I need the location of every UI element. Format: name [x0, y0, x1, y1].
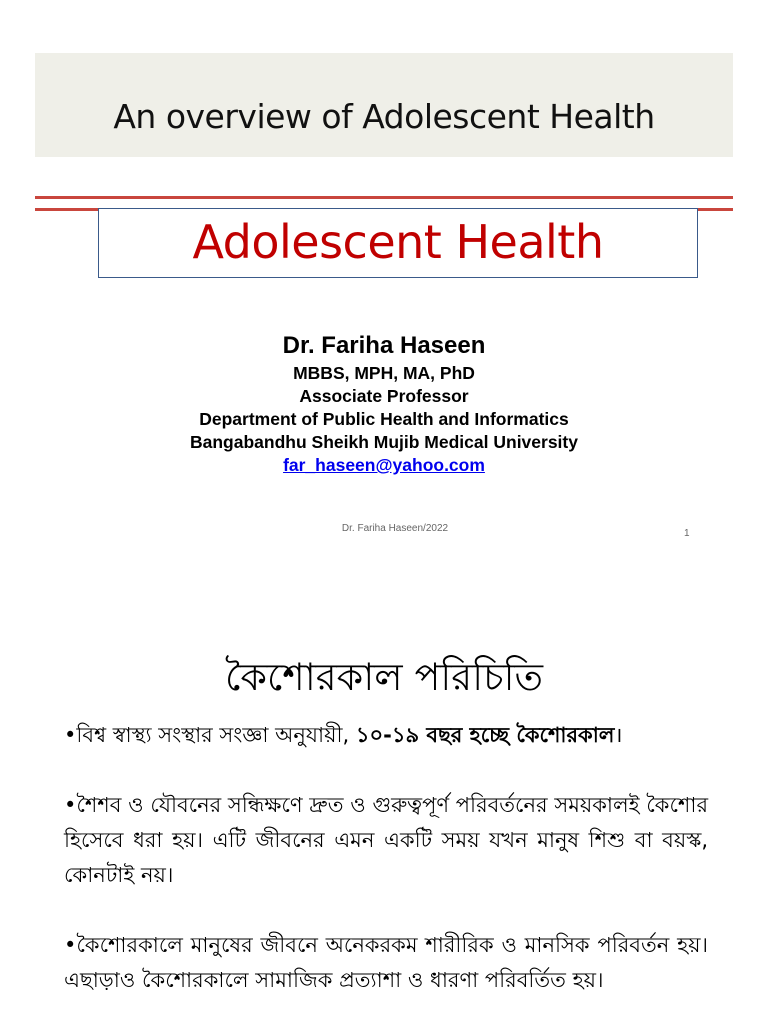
author-position: Associate Professor	[299, 386, 469, 406]
bullet-1	[64, 718, 708, 753]
slide-2	[0, 600, 768, 1024]
subtitle-box	[98, 208, 698, 278]
slide-title: An overview of Adolescent Health	[113, 97, 655, 136]
bullet-3: •কৈশোরকালে মানুষের জীবনে অনেকরকম শারীরিক ও মানসিক পরিবর্তন হয়। এছাড়াও কৈশোরকালে সামাজিক প্রত্যাশা ও ধারণা পরিবর্তিত হয়।	[64, 933, 708, 992]
bullet-2: •শৈশব ও যৌবনের সন্ধিক্ষণে দ্রুত ও গুরুত্বপূর্ণ পরিবর্তনের সময়কালই কৈশোর হিসেবে ধরা হয়। এটি জীবনের এমন একটি সময় যখন মানুষ শিশু বা বয়স্ক, কোনটাই নয়।	[64, 793, 708, 887]
bangla-title: কৈশোরকাল পরিচিতি	[225, 655, 543, 699]
subtitle: Adolescent Health	[192, 215, 604, 269]
bullet-1-bold: ১০-১৯ বছর হচ্ছে কৈশোরকাল	[355, 723, 615, 747]
slide-footer: Dr. Fariha Haseen/2022	[341, 523, 449, 534]
author-email-link[interactable]: far_haseen@yahoo.com	[283, 455, 485, 475]
page-number: 1	[684, 528, 690, 539]
bullet-1-text: •বিশ্ব স্বাস্থ্য সংস্থার সংজ্ঞা অনুযায়ী,	[64, 723, 356, 747]
author-block	[0, 330, 768, 477]
author-degrees: MBBS, MPH, MA, PhD	[293, 363, 475, 383]
red-rule-top	[35, 196, 733, 199]
author-department: Department of Public Health and Informatics	[199, 409, 569, 429]
bullet-1-end: ।	[614, 723, 623, 747]
author-name: Dr. Fariha Haseen	[282, 332, 486, 359]
title-band	[35, 53, 733, 157]
author-university: Bangabandhu Sheikh Mujib Medical University	[190, 432, 578, 452]
